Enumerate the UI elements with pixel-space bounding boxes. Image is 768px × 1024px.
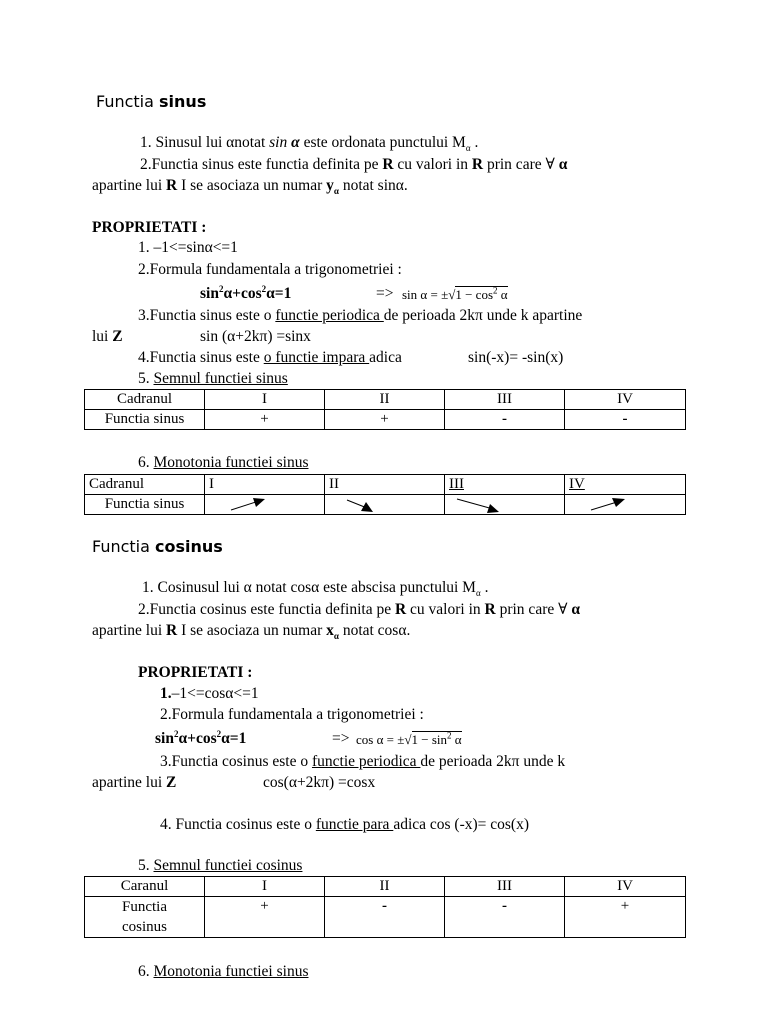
table-row	[85, 877, 686, 897]
cosinus-sign-table	[84, 876, 686, 938]
sinus-title: Functia sinus	[96, 92, 207, 111]
cosinus-formula-right: $\cos \alpha = \pm√1 - \sin^2 \alpha$	[356, 730, 462, 747]
table-header: II	[325, 390, 445, 410]
table-cell	[205, 495, 325, 515]
cosinus-property-6: 6. Monotonia functiei sinus	[138, 963, 309, 980]
table-header: II	[325, 475, 445, 495]
cosinus-property-2: 2.Formula fundamentala a trigonometriei :	[160, 706, 424, 723]
sinus-formula-right: $\sin \alpha = \pm√1 - \cos^2 \alpha$	[402, 285, 508, 302]
cosinus-periodicity-formula: cos(α+2kπ) =cosx	[263, 774, 376, 791]
cosinus-formula-left: $\sin^2\alpha+\cos^2\alpha=1$	[155, 728, 247, 747]
arrow-down-right-icon	[345, 496, 385, 514]
table-cell: -	[445, 410, 565, 430]
sinus-property-3-cont: lui Z	[92, 328, 123, 345]
table-cell: -	[445, 897, 565, 938]
sinus-property-3: 3.Functia sinus este o functie periodica de perioada 2kπ unde k apartine	[138, 307, 583, 324]
cosinus-definition-2-cont: apartine lui R I se asociaza un numar $x_\alpha$ notat cosα.	[92, 622, 411, 642]
arrow-up-right-icon	[589, 496, 629, 514]
table-cell: Functia cosinus	[85, 897, 205, 938]
table-cell: -	[565, 410, 686, 430]
table-cell	[445, 495, 565, 515]
cosinus-definition-1: 1. Cosinusul lui α notat cosα este abscisa punctului $M_\alpha$ .	[142, 579, 489, 599]
table-cell: Functia sinus	[85, 495, 205, 515]
table-cell	[565, 495, 686, 515]
table-header: I	[205, 877, 325, 897]
table-row	[85, 475, 686, 495]
table-cell: Functia sinus	[85, 410, 205, 430]
table-header: I	[205, 475, 325, 495]
table-cell: +	[205, 410, 325, 430]
arrow-down-right-icon	[455, 496, 511, 514]
table-cell: -	[325, 897, 445, 938]
cosinus-formula-arrow: =>	[332, 730, 350, 747]
table-row	[85, 495, 686, 515]
table-cell	[325, 495, 445, 515]
table-header: II	[325, 877, 445, 897]
cosinus-property-5: 5. Semnul functiei cosinus	[138, 857, 303, 874]
cosinus-properties-title: PROPRIETATI :	[138, 664, 253, 681]
table-header: IV	[565, 475, 686, 495]
table-header: IV	[565, 390, 686, 410]
cosinus-property-3: 3.Functia cosinus este o functie periodica de perioada 2kπ unde k	[160, 753, 566, 770]
table-cell: +	[565, 897, 686, 938]
sinus-definition-1: 1. Sinusul lui αnotat sin α este ordonata punctului $M_\alpha$ .	[140, 134, 479, 154]
sinus-properties-title: PROPRIETATI :	[92, 219, 207, 236]
sinus-odd-formula: sin(-x)= -sin(x)	[468, 349, 564, 366]
sinus-property-5: 5. Semnul functiei sinus	[138, 370, 288, 387]
sinus-formula-left: $\sin^2\alpha+\cos^2\alpha=1$	[200, 283, 292, 302]
table-header: IV	[565, 877, 686, 897]
sinus-periodicity-formula: sin (α+2kπ) =sinx	[200, 328, 311, 345]
table-header: III	[445, 390, 565, 410]
sinus-formula-arrow: =>	[376, 285, 394, 302]
sinus-sign-table	[84, 389, 686, 430]
table-header: Cadranul	[85, 475, 205, 495]
table-row	[85, 897, 686, 938]
cosinus-property-4: 4. Functia cosinus este o functie para adica cos (-x)= cos(x)	[160, 816, 530, 833]
radical-icon: √	[404, 732, 412, 747]
sinus-property-1: 1. –1<=sinα<=1	[138, 239, 238, 256]
cosinus-property-3-cont: apartine lui Z	[92, 774, 177, 791]
sinus-definition-2: 2.Functia sinus este functia definita pe R cu valori in R prin care ∀ α	[140, 156, 568, 173]
table-row	[85, 390, 686, 410]
radical-icon: √	[448, 287, 456, 302]
table-header: Cadranul	[85, 390, 205, 410]
table-header: III	[445, 877, 565, 897]
sinus-property-4: 4.Functia sinus este o functie impara adica	[138, 349, 402, 366]
cosinus-property-1: 1.–1<=cosα<=1	[160, 685, 259, 702]
table-row	[85, 410, 686, 430]
table-header: Caranul	[85, 877, 205, 897]
arrow-up-right-icon	[229, 496, 269, 514]
sinus-definition-2-cont: apartine lui R I se asociaza un numar $y_\alpha$ notat sinα.	[92, 177, 408, 197]
table-cell: +	[325, 410, 445, 430]
sinus-monotony-table	[84, 474, 686, 515]
cosinus-title: Functia cosinus	[92, 537, 223, 556]
table-cell: +	[205, 897, 325, 938]
sinus-property-2: 2.Formula fundamentala a trigonometriei :	[138, 261, 402, 278]
table-header: III	[445, 475, 565, 495]
cosinus-definition-2: 2.Functia cosinus este functia definita pe R cu valori in R prin care ∀ α	[138, 601, 581, 618]
table-header: I	[205, 390, 325, 410]
sinus-property-6: 6. Monotonia functiei sinus	[138, 454, 309, 471]
